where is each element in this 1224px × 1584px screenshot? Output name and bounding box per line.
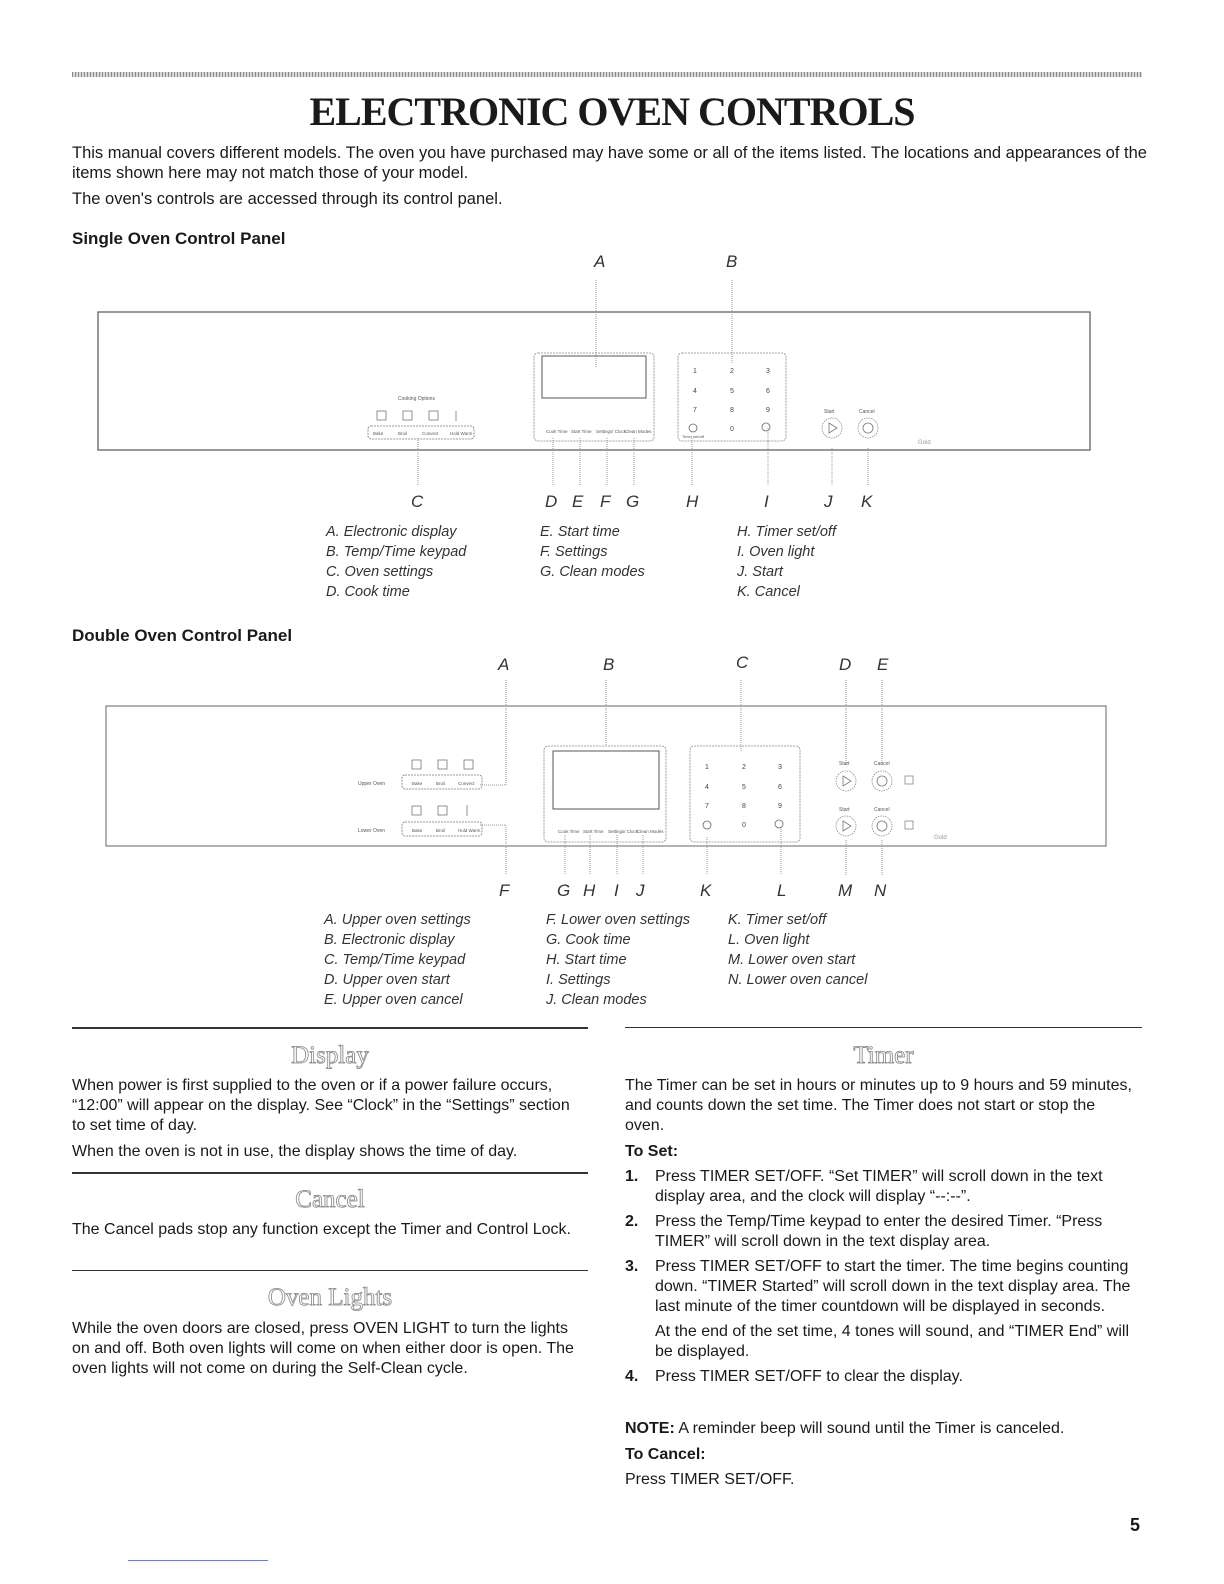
callout-letter: E bbox=[572, 492, 584, 511]
double-legend-col2: F. Lower oven settings G. Cook time H. Start time I. Settings J. Clean modes bbox=[546, 912, 691, 1008]
svg-text:Convect: Convect bbox=[422, 431, 439, 436]
svg-text:4: 4 bbox=[693, 388, 697, 395]
callout-letter: D bbox=[545, 492, 558, 511]
cooking-options-label: Cooking Options bbox=[398, 396, 435, 402]
svg-text:Cancel: Cancel bbox=[874, 807, 890, 813]
double-oven-diagram bbox=[0, 645, 1224, 905]
svg-text:8: 8 bbox=[742, 803, 746, 810]
svg-text:5: 5 bbox=[730, 388, 734, 395]
callout-letter: D bbox=[839, 655, 852, 674]
list-item: 2. Press the Temp/Time keypad to enter the desired Timer. “Press TIMER” will scroll down in the text display area. bbox=[625, 1213, 1103, 1250]
to-set-heading: To Set: bbox=[625, 1143, 679, 1160]
svg-text:Bake: Bake bbox=[373, 431, 384, 436]
svg-text:Convect: Convect bbox=[458, 781, 475, 786]
callout-letter: F bbox=[600, 492, 611, 511]
svg-text:Start Time: Start Time bbox=[583, 829, 604, 834]
list-item: 1. Press TIMER SET/OFF. “Set TIMER” will scroll down in the text display area, and the clock will display “--:--”. bbox=[625, 1168, 1103, 1205]
double-panel-heading: Double Oven Control Panel bbox=[72, 626, 293, 645]
svg-text:Bake: Bake bbox=[412, 781, 423, 786]
callout-letter: F bbox=[499, 881, 510, 900]
callout-letter: N bbox=[874, 881, 887, 900]
svg-text:8: 8 bbox=[730, 407, 734, 414]
display-paragraph: When power is first supplied to the oven or if a power failure occurs, “12:00” will appear on the display. See “Clock” in the “Settings” section to set time of day. bbox=[72, 1077, 570, 1134]
callout-letter: H bbox=[583, 881, 596, 900]
cancel-section-title: Cancel bbox=[295, 1186, 365, 1213]
svg-text:Hold Warm: Hold Warm bbox=[450, 431, 473, 436]
svg-text:Settings/ Clock: Settings/ Clock bbox=[608, 829, 639, 834]
svg-text:Upper Oven: Upper Oven bbox=[358, 781, 385, 787]
timer-section-title: Timer bbox=[853, 1042, 914, 1069]
cancel-paragraph: The Cancel pads stop any function except the Timer and Control Lock. bbox=[72, 1221, 571, 1238]
to-cancel-heading: To Cancel: bbox=[625, 1446, 706, 1463]
svg-text:Cancel: Cancel bbox=[874, 761, 890, 767]
double-legend-col3: K. Timer set/off L. Oven light M. Lower oven start N. Lower oven cancel bbox=[728, 912, 868, 988]
callout-letter: J bbox=[824, 492, 833, 511]
svg-text:Start: Start bbox=[839, 807, 850, 813]
callout-letter: A bbox=[594, 252, 606, 271]
svg-text:9: 9 bbox=[766, 407, 770, 414]
callout-letter: B bbox=[603, 655, 615, 674]
svg-text:Cook Time: Cook Time bbox=[546, 429, 568, 434]
svg-text:Clean Modes: Clean Modes bbox=[637, 829, 664, 834]
callout-letter: I bbox=[614, 881, 619, 900]
svg-text:Lower Oven: Lower Oven bbox=[358, 828, 385, 834]
svg-text:6: 6 bbox=[766, 388, 770, 395]
top-rule bbox=[72, 72, 1142, 77]
svg-text:7: 7 bbox=[693, 407, 697, 414]
footer-rule bbox=[128, 1560, 268, 1561]
timer-paragraph: The Timer can be set in hours or minutes up to 9 hours and 59 minutes, and counts down the set time. The Timer does not start or stop the oven. bbox=[625, 1077, 1132, 1134]
brand-logo: Gold bbox=[918, 440, 931, 446]
brand-logo: Gold bbox=[934, 835, 947, 841]
svg-text:Timer set/off: Timer set/off bbox=[682, 434, 705, 439]
svg-text:Settings/ Clock: Settings/ Clock bbox=[596, 429, 627, 434]
callout-letter: L bbox=[777, 881, 787, 900]
callout-letter: C bbox=[411, 492, 424, 511]
list-item: 4. Press TIMER SET/OFF to clear the display. bbox=[625, 1368, 963, 1385]
page-number: 5 bbox=[1130, 1515, 1141, 1535]
display-section-title: Display bbox=[291, 1042, 369, 1069]
list-item: 3. Press TIMER SET/OFF to start the timer. The time begins counting down. “TIMER Started” will scroll down in the text display area. The last minute of the timer countdown will be displayed in seconds. At the end of the set time, 4 tones will sound, and “TIMER End” will be displayed. bbox=[625, 1258, 1131, 1360]
svg-text:Start: Start bbox=[839, 761, 850, 767]
svg-text:Broil: Broil bbox=[398, 431, 408, 436]
oven-lights-section-title: Oven Lights bbox=[267, 1284, 393, 1311]
single-legend-col3: H. Timer set/off I. Oven light J. Start K. Cancel bbox=[737, 524, 836, 600]
callout-letter: I bbox=[764, 492, 769, 511]
svg-text:9: 9 bbox=[778, 803, 782, 810]
svg-text:3: 3 bbox=[766, 368, 770, 375]
svg-text:1: 1 bbox=[705, 764, 709, 771]
svg-text:Start Time: Start Time bbox=[571, 429, 592, 434]
section-rule bbox=[72, 1270, 588, 1271]
svg-text:Broil: Broil bbox=[436, 828, 446, 833]
svg-text:4: 4 bbox=[705, 784, 709, 791]
page-title: ELECTRONIC OVEN CONTROLS bbox=[309, 89, 915, 134]
callout-letter: K bbox=[861, 492, 873, 511]
svg-text:Hold Warm: Hold Warm bbox=[458, 828, 481, 833]
svg-text:3: 3 bbox=[778, 764, 782, 771]
svg-text:0: 0 bbox=[730, 426, 734, 433]
svg-text:7: 7 bbox=[705, 803, 709, 810]
intro-paragraph-2: The oven's controls are accessed through its control panel. bbox=[72, 190, 503, 208]
single-panel-heading: Single Oven Control Panel bbox=[72, 229, 286, 248]
callout-letter: E bbox=[877, 655, 889, 674]
callout-letter: K bbox=[700, 881, 712, 900]
timer-note: NOTE: A reminder beep will sound until the Timer is canceled. bbox=[625, 1420, 1065, 1437]
svg-text:Cook Time: Cook Time bbox=[558, 829, 580, 834]
svg-text:Start: Start bbox=[824, 409, 835, 415]
section-rule bbox=[625, 1027, 1142, 1028]
callout-letter: J bbox=[636, 881, 645, 900]
svg-text:6: 6 bbox=[778, 784, 782, 791]
single-legend-col1: A. Electronic display B. Temp/Time keypad C. Oven settings D. Cook time bbox=[326, 524, 467, 600]
callout-letter: G bbox=[626, 492, 640, 511]
callout-letter: A bbox=[498, 655, 510, 674]
svg-text:Clean Modes: Clean Modes bbox=[625, 429, 652, 434]
svg-text:2: 2 bbox=[742, 764, 746, 771]
svg-text:2: 2 bbox=[730, 368, 734, 375]
timer-steps bbox=[625, 1167, 1142, 1392]
oven-lights-paragraph: While the oven doors are closed, press OVEN LIGHT to turn the lights on and off. Both oven lights will come on when either door is open. The oven lights will not come on during the Self-Clean cycle. bbox=[72, 1320, 574, 1377]
svg-text:Cancel: Cancel bbox=[859, 409, 875, 415]
display-paragraph-2: When the oven is not in use, the display shows the time of day. bbox=[72, 1143, 518, 1160]
callout-letter: G bbox=[557, 881, 571, 900]
svg-text:5: 5 bbox=[742, 784, 746, 791]
callout-letter: C bbox=[736, 653, 749, 672]
svg-text:0: 0 bbox=[742, 822, 746, 829]
intro-paragraph: This manual covers different models. The oven you have purchased may have some or all of the items listed. The locations and appearances of the items shown here may not match those of your model. bbox=[72, 144, 1147, 182]
double-legend-col1: A. Upper oven settings B. Electronic display C. Temp/Time keypad D. Upper oven start E. Upper oven cancel bbox=[324, 912, 471, 1008]
callout-letter: M bbox=[838, 881, 853, 900]
section-rule bbox=[72, 1027, 588, 1029]
to-cancel-text: Press TIMER SET/OFF. bbox=[625, 1471, 795, 1488]
single-oven-diagram bbox=[0, 245, 1224, 515]
svg-text:Broil: Broil bbox=[436, 781, 446, 786]
svg-text:1: 1 bbox=[693, 368, 697, 375]
svg-text:Bake: Bake bbox=[412, 828, 423, 833]
callout-letter: B bbox=[726, 252, 738, 271]
single-legend-col2: E. Start time F. Settings G. Clean modes bbox=[540, 524, 645, 580]
section-rule bbox=[72, 1172, 588, 1174]
callout-letter: H bbox=[686, 492, 699, 511]
single-panel-outline bbox=[98, 312, 1090, 450]
